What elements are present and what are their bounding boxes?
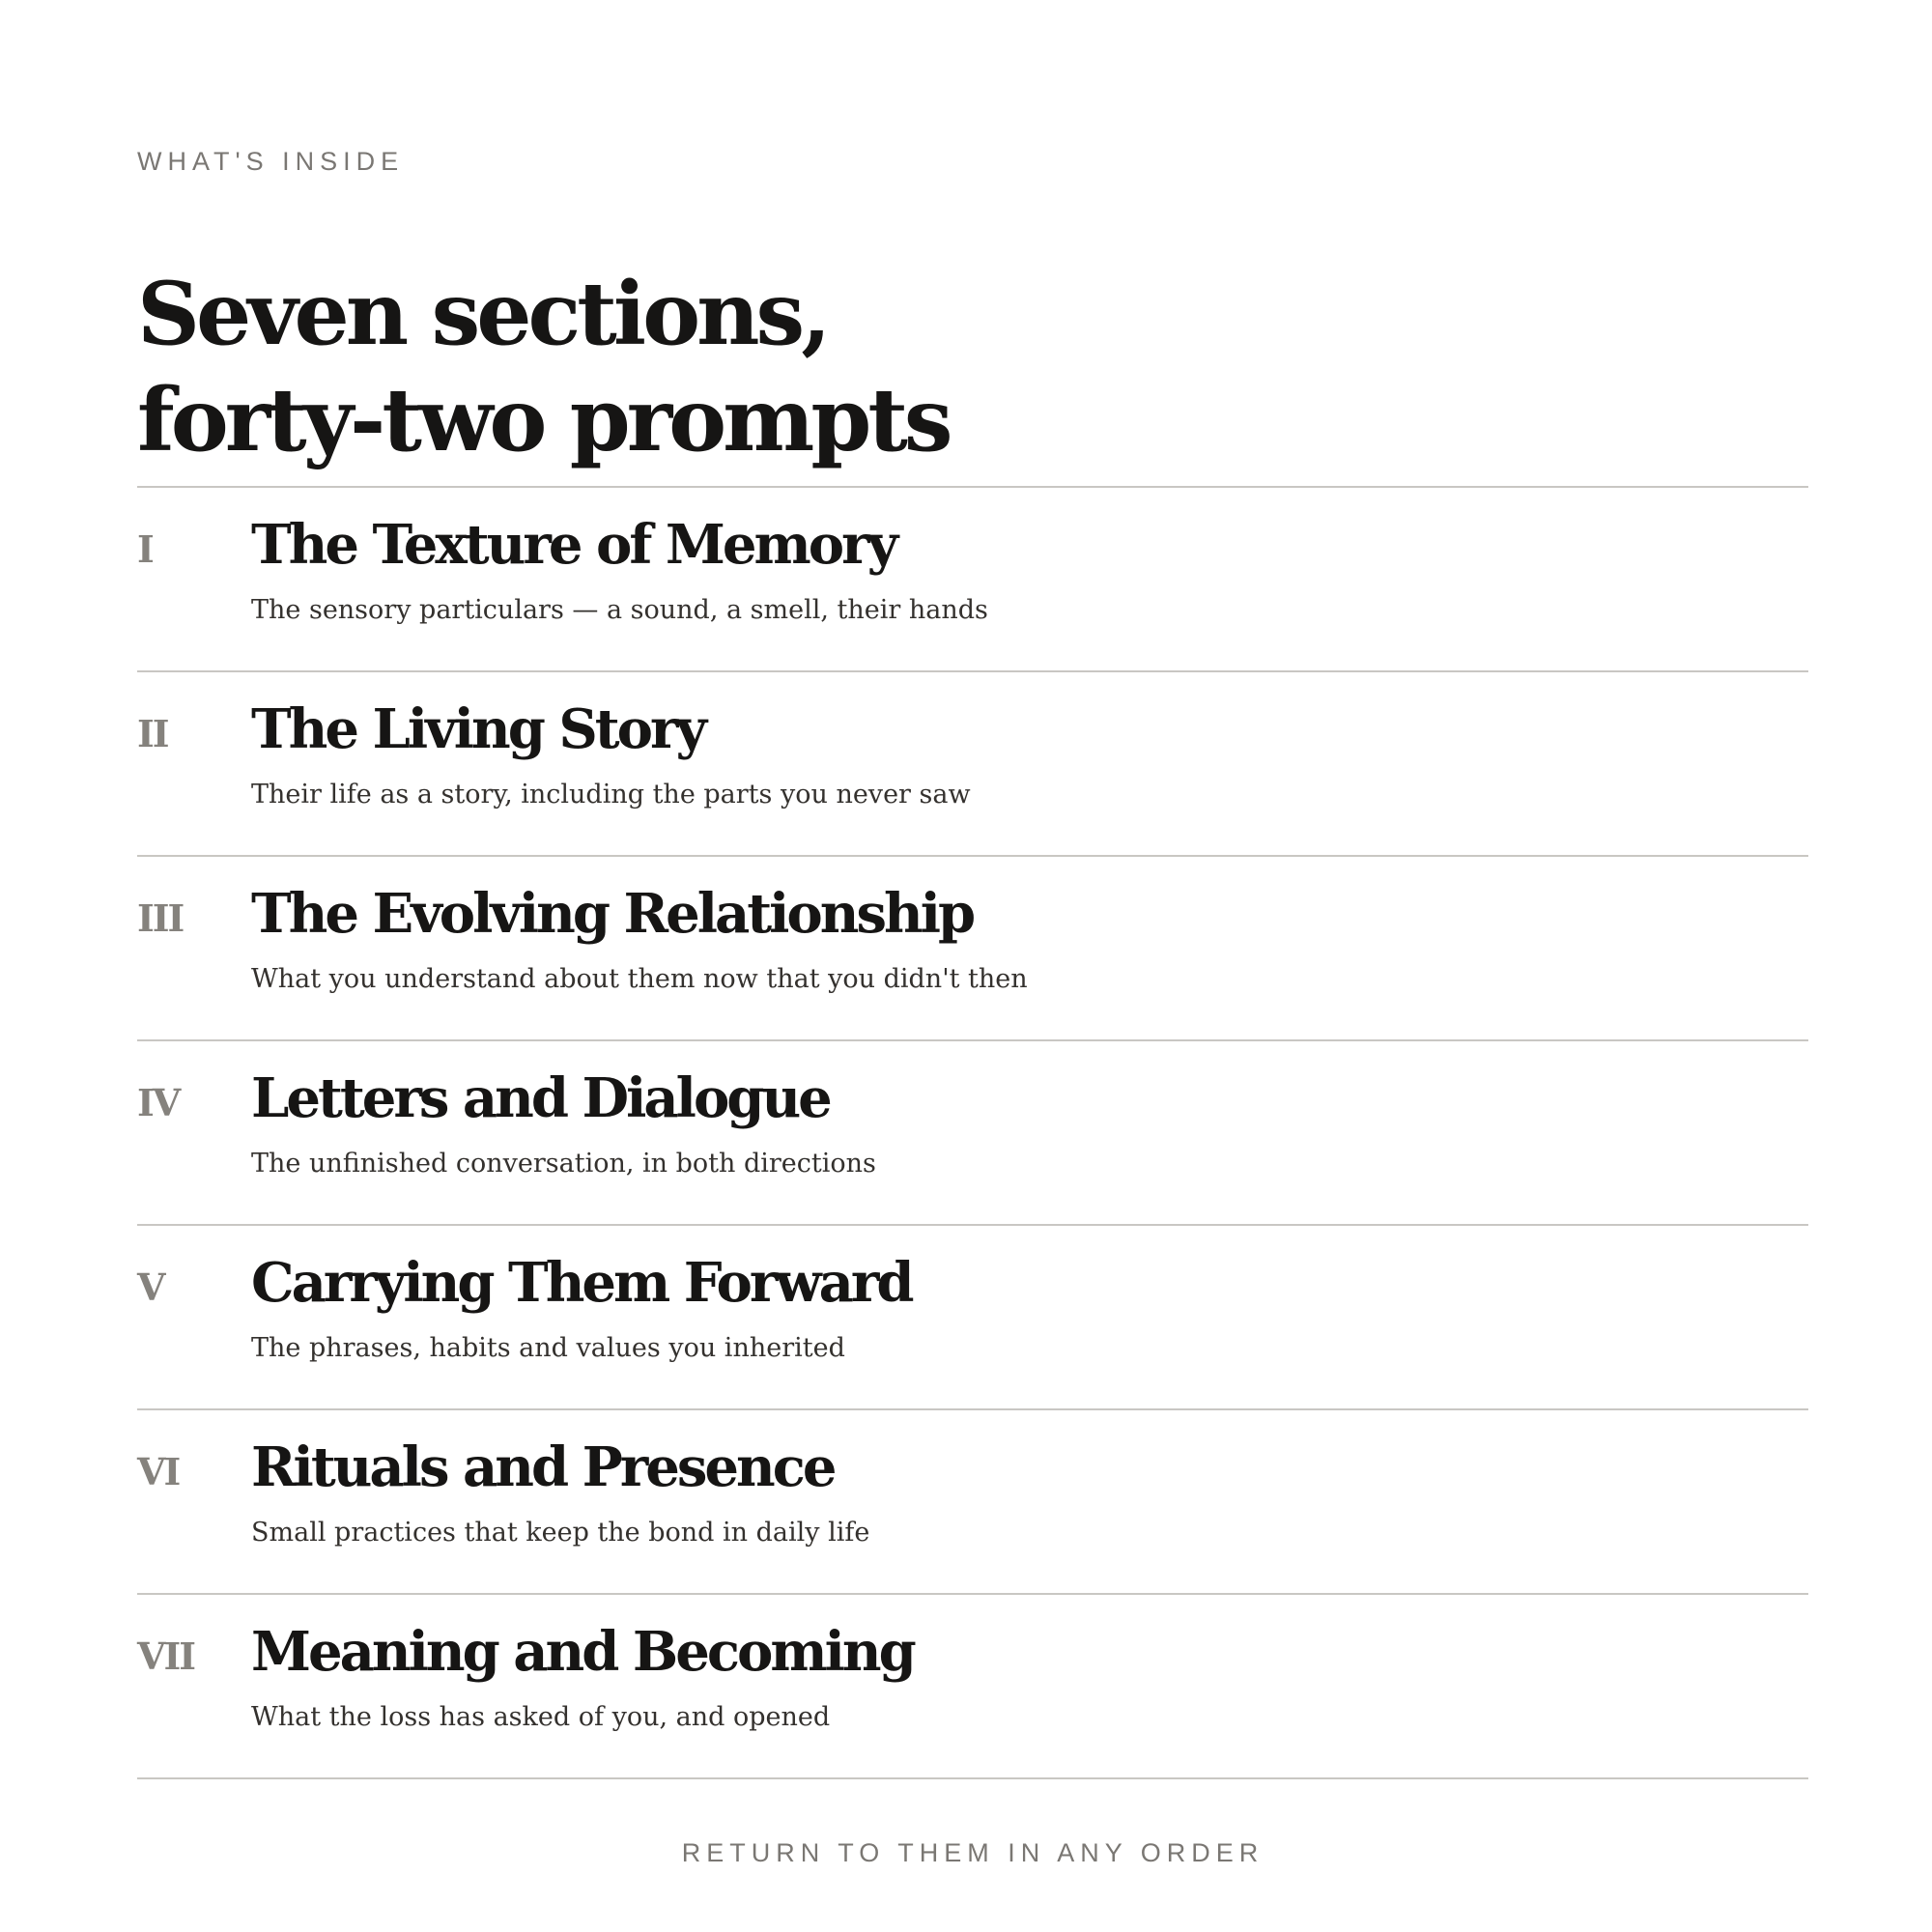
section-description: Small practices that keep the bond in daily life bbox=[251, 1518, 870, 1548]
section-title: Meaning and Becoming bbox=[251, 1620, 914, 1684]
section-row-7 bbox=[137, 1595, 1808, 1779]
section-number: VI bbox=[137, 1450, 180, 1493]
section-number: III bbox=[137, 896, 184, 940]
section-description: What you understand about them now that you didn't then bbox=[251, 964, 1028, 994]
section-title: Rituals and Presence bbox=[251, 1435, 835, 1499]
section-title: The Texture of Memory bbox=[251, 513, 896, 577]
footer-note: RETURN TO THEM IN ANY ORDER bbox=[681, 1838, 1264, 1867]
section-title: Carrying Them Forward bbox=[251, 1251, 912, 1315]
section-row-1 bbox=[137, 488, 1808, 672]
page-title bbox=[137, 261, 1490, 473]
section-number: V bbox=[137, 1265, 164, 1309]
section-number: VII bbox=[137, 1634, 195, 1678]
section-title: The Evolving Relationship bbox=[251, 882, 974, 946]
section-row-2 bbox=[137, 672, 1808, 857]
section-row-5 bbox=[137, 1226, 1808, 1410]
section-description: Their life as a story, including the parts you never saw bbox=[251, 780, 971, 810]
section-number: II bbox=[137, 712, 168, 755]
section-number: IV bbox=[137, 1081, 180, 1124]
contents-page bbox=[137, 0, 1808, 1932]
section-number: I bbox=[137, 527, 153, 571]
sections-list bbox=[137, 486, 1808, 1779]
page-title-line-2: forty-two prompts bbox=[137, 369, 950, 472]
section-title: Letters and Dialogue bbox=[251, 1066, 830, 1130]
page-title-line-1: Seven sections, bbox=[137, 263, 828, 366]
section-description: The unfinished conversation, in both directions bbox=[251, 1149, 876, 1179]
section-title: The Living Story bbox=[251, 697, 705, 761]
section-row-4 bbox=[137, 1041, 1808, 1226]
section-description: The phrases, habits and values you inherited bbox=[251, 1333, 845, 1363]
section-row-3 bbox=[137, 857, 1808, 1041]
section-description: The sensory particulars — a sound, a smell, their hands bbox=[251, 595, 988, 625]
section-row-6 bbox=[137, 1410, 1808, 1595]
eyebrow-label: WHAT'S INSIDE bbox=[137, 147, 405, 176]
section-description: What the loss has asked of you, and opened bbox=[251, 1702, 831, 1732]
